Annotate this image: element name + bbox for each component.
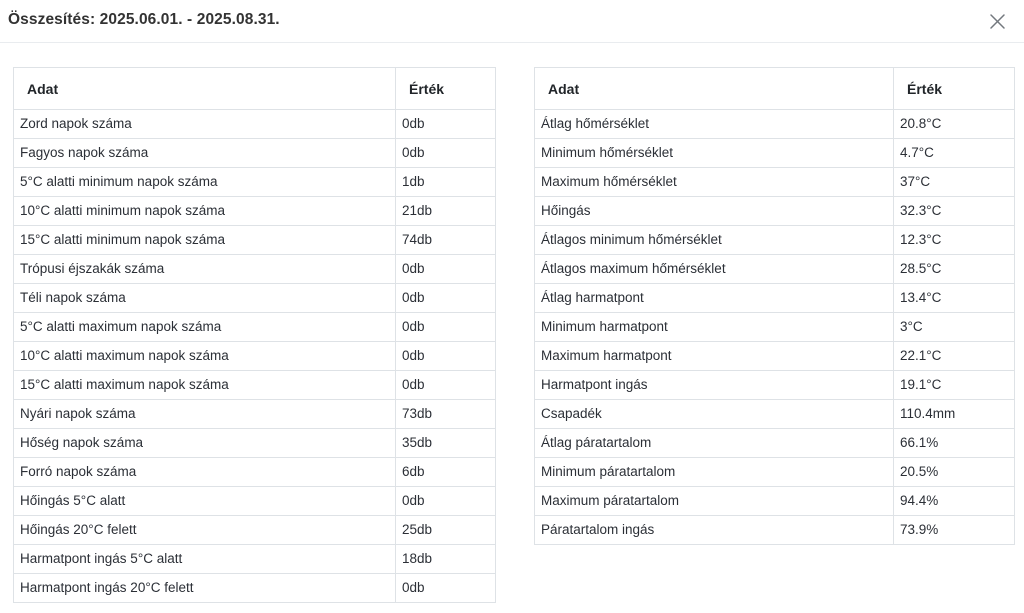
row-label: Átlagos maximum hőmérséklet xyxy=(535,255,894,284)
table-row xyxy=(535,197,1015,226)
row-value: 21db xyxy=(396,197,496,226)
row-label: 10°C alatti minimum napok száma xyxy=(14,197,396,226)
row-value: 28.5°C xyxy=(894,255,1015,284)
row-value: 25db xyxy=(396,516,496,545)
table-row xyxy=(14,545,496,574)
row-label: Hőingás xyxy=(535,197,894,226)
table-row xyxy=(14,255,496,284)
row-label: Minimum páratartalom xyxy=(535,458,894,487)
row-label: Maximum páratartalom xyxy=(535,487,894,516)
row-value: 13.4°C xyxy=(894,284,1015,313)
row-label: Hőingás 20°C felett xyxy=(14,516,396,545)
table-header-row xyxy=(535,68,1015,110)
row-label: Átlag hőmérséklet xyxy=(535,110,894,139)
table-row xyxy=(14,574,496,603)
column-header-data: Adat xyxy=(535,68,894,110)
row-label: Harmatpont ingás 20°C felett xyxy=(14,574,396,603)
table-row xyxy=(14,487,496,516)
close-button[interactable] xyxy=(985,11,1010,32)
row-label: Fagyos napok száma xyxy=(14,139,396,168)
row-value: 0db xyxy=(396,371,496,400)
row-value: 6db xyxy=(396,458,496,487)
table-row xyxy=(535,429,1015,458)
table-row xyxy=(535,313,1015,342)
table-row xyxy=(535,400,1015,429)
table-row xyxy=(535,284,1015,313)
column-header-data: Adat xyxy=(14,68,396,110)
table-row xyxy=(14,371,496,400)
table-row xyxy=(535,487,1015,516)
row-label: Maximum harmatpont xyxy=(535,342,894,371)
row-label: 5°C alatti minimum napok száma xyxy=(14,168,396,197)
row-value: 94.4% xyxy=(894,487,1015,516)
row-value: 73.9% xyxy=(894,516,1015,545)
row-value: 0db xyxy=(396,487,496,516)
row-value: 4.7°C xyxy=(894,139,1015,168)
row-label: Átlag harmatpont xyxy=(535,284,894,313)
table-row xyxy=(535,371,1015,400)
row-value: 0db xyxy=(396,255,496,284)
row-label: Csapadék xyxy=(535,400,894,429)
close-icon xyxy=(989,13,1006,30)
row-label: Hőingás 5°C alatt xyxy=(14,487,396,516)
row-label: Trópusi éjszakák száma xyxy=(14,255,396,284)
row-value: 0db xyxy=(396,110,496,139)
row-value: 0db xyxy=(396,574,496,603)
dialog-body xyxy=(0,43,1024,603)
table-row xyxy=(535,342,1015,371)
row-value: 0db xyxy=(396,342,496,371)
table-row xyxy=(14,139,496,168)
row-label: 5°C alatti maximum napok száma xyxy=(14,313,396,342)
row-label: Minimum harmatpont xyxy=(535,313,894,342)
row-label: Forró napok száma xyxy=(14,458,396,487)
column-header-value: Érték xyxy=(894,68,1015,110)
row-label: 10°C alatti maximum napok száma xyxy=(14,342,396,371)
row-value: 22.1°C xyxy=(894,342,1015,371)
table-row xyxy=(14,516,496,545)
table-row xyxy=(14,342,496,371)
table-row xyxy=(14,458,496,487)
row-value: 32.3°C xyxy=(894,197,1015,226)
table-row xyxy=(14,284,496,313)
row-value: 12.3°C xyxy=(894,226,1015,255)
table-row xyxy=(14,313,496,342)
measurements-table xyxy=(534,67,1015,545)
row-label: 15°C alatti maximum napok száma xyxy=(14,371,396,400)
table-row xyxy=(14,197,496,226)
row-value: 110.4mm xyxy=(894,400,1015,429)
row-label: Páratartalom ingás xyxy=(535,516,894,545)
row-label: Nyári napok száma xyxy=(14,400,396,429)
row-label: Átlagos minimum hőmérséklet xyxy=(535,226,894,255)
row-value: 0db xyxy=(396,313,496,342)
table-row xyxy=(14,110,496,139)
table-row xyxy=(535,226,1015,255)
row-value: 35db xyxy=(396,429,496,458)
table-row xyxy=(14,168,496,197)
row-label: Harmatpont ingás xyxy=(535,371,894,400)
row-label: Maximum hőmérséklet xyxy=(535,168,894,197)
row-value: 18db xyxy=(396,545,496,574)
table-row xyxy=(14,226,496,255)
table-row xyxy=(535,458,1015,487)
row-value: 3°C xyxy=(894,313,1015,342)
table-row xyxy=(535,110,1015,139)
row-value: 19.1°C xyxy=(894,371,1015,400)
row-value: 37°C xyxy=(894,168,1015,197)
row-label: Zord napok száma xyxy=(14,110,396,139)
row-value: 1db xyxy=(396,168,496,197)
table-row xyxy=(14,429,496,458)
dialog-header xyxy=(0,0,1024,43)
row-value: 74db xyxy=(396,226,496,255)
column-header-value: Érték xyxy=(396,68,496,110)
table-row xyxy=(14,400,496,429)
row-label: Átlag páratartalom xyxy=(535,429,894,458)
table-row xyxy=(535,168,1015,197)
row-value: 20.5% xyxy=(894,458,1015,487)
row-value: 66.1% xyxy=(894,429,1015,458)
row-label: 15°C alatti minimum napok száma xyxy=(14,226,396,255)
dialog-title: Összesítés: 2025.06.01. - 2025.08.31. xyxy=(8,11,280,28)
row-value: 0db xyxy=(396,139,496,168)
table-header-row xyxy=(14,68,496,110)
row-label: Minimum hőmérséklet xyxy=(535,139,894,168)
table-row xyxy=(535,516,1015,545)
day-counts-table xyxy=(13,67,496,603)
row-label: Téli napok száma xyxy=(14,284,396,313)
row-label: Harmatpont ingás 5°C alatt xyxy=(14,545,396,574)
row-label: Hőség napok száma xyxy=(14,429,396,458)
table-row xyxy=(535,255,1015,284)
row-value: 0db xyxy=(396,284,496,313)
row-value: 73db xyxy=(396,400,496,429)
row-value: 20.8°C xyxy=(894,110,1015,139)
table-row xyxy=(535,139,1015,168)
